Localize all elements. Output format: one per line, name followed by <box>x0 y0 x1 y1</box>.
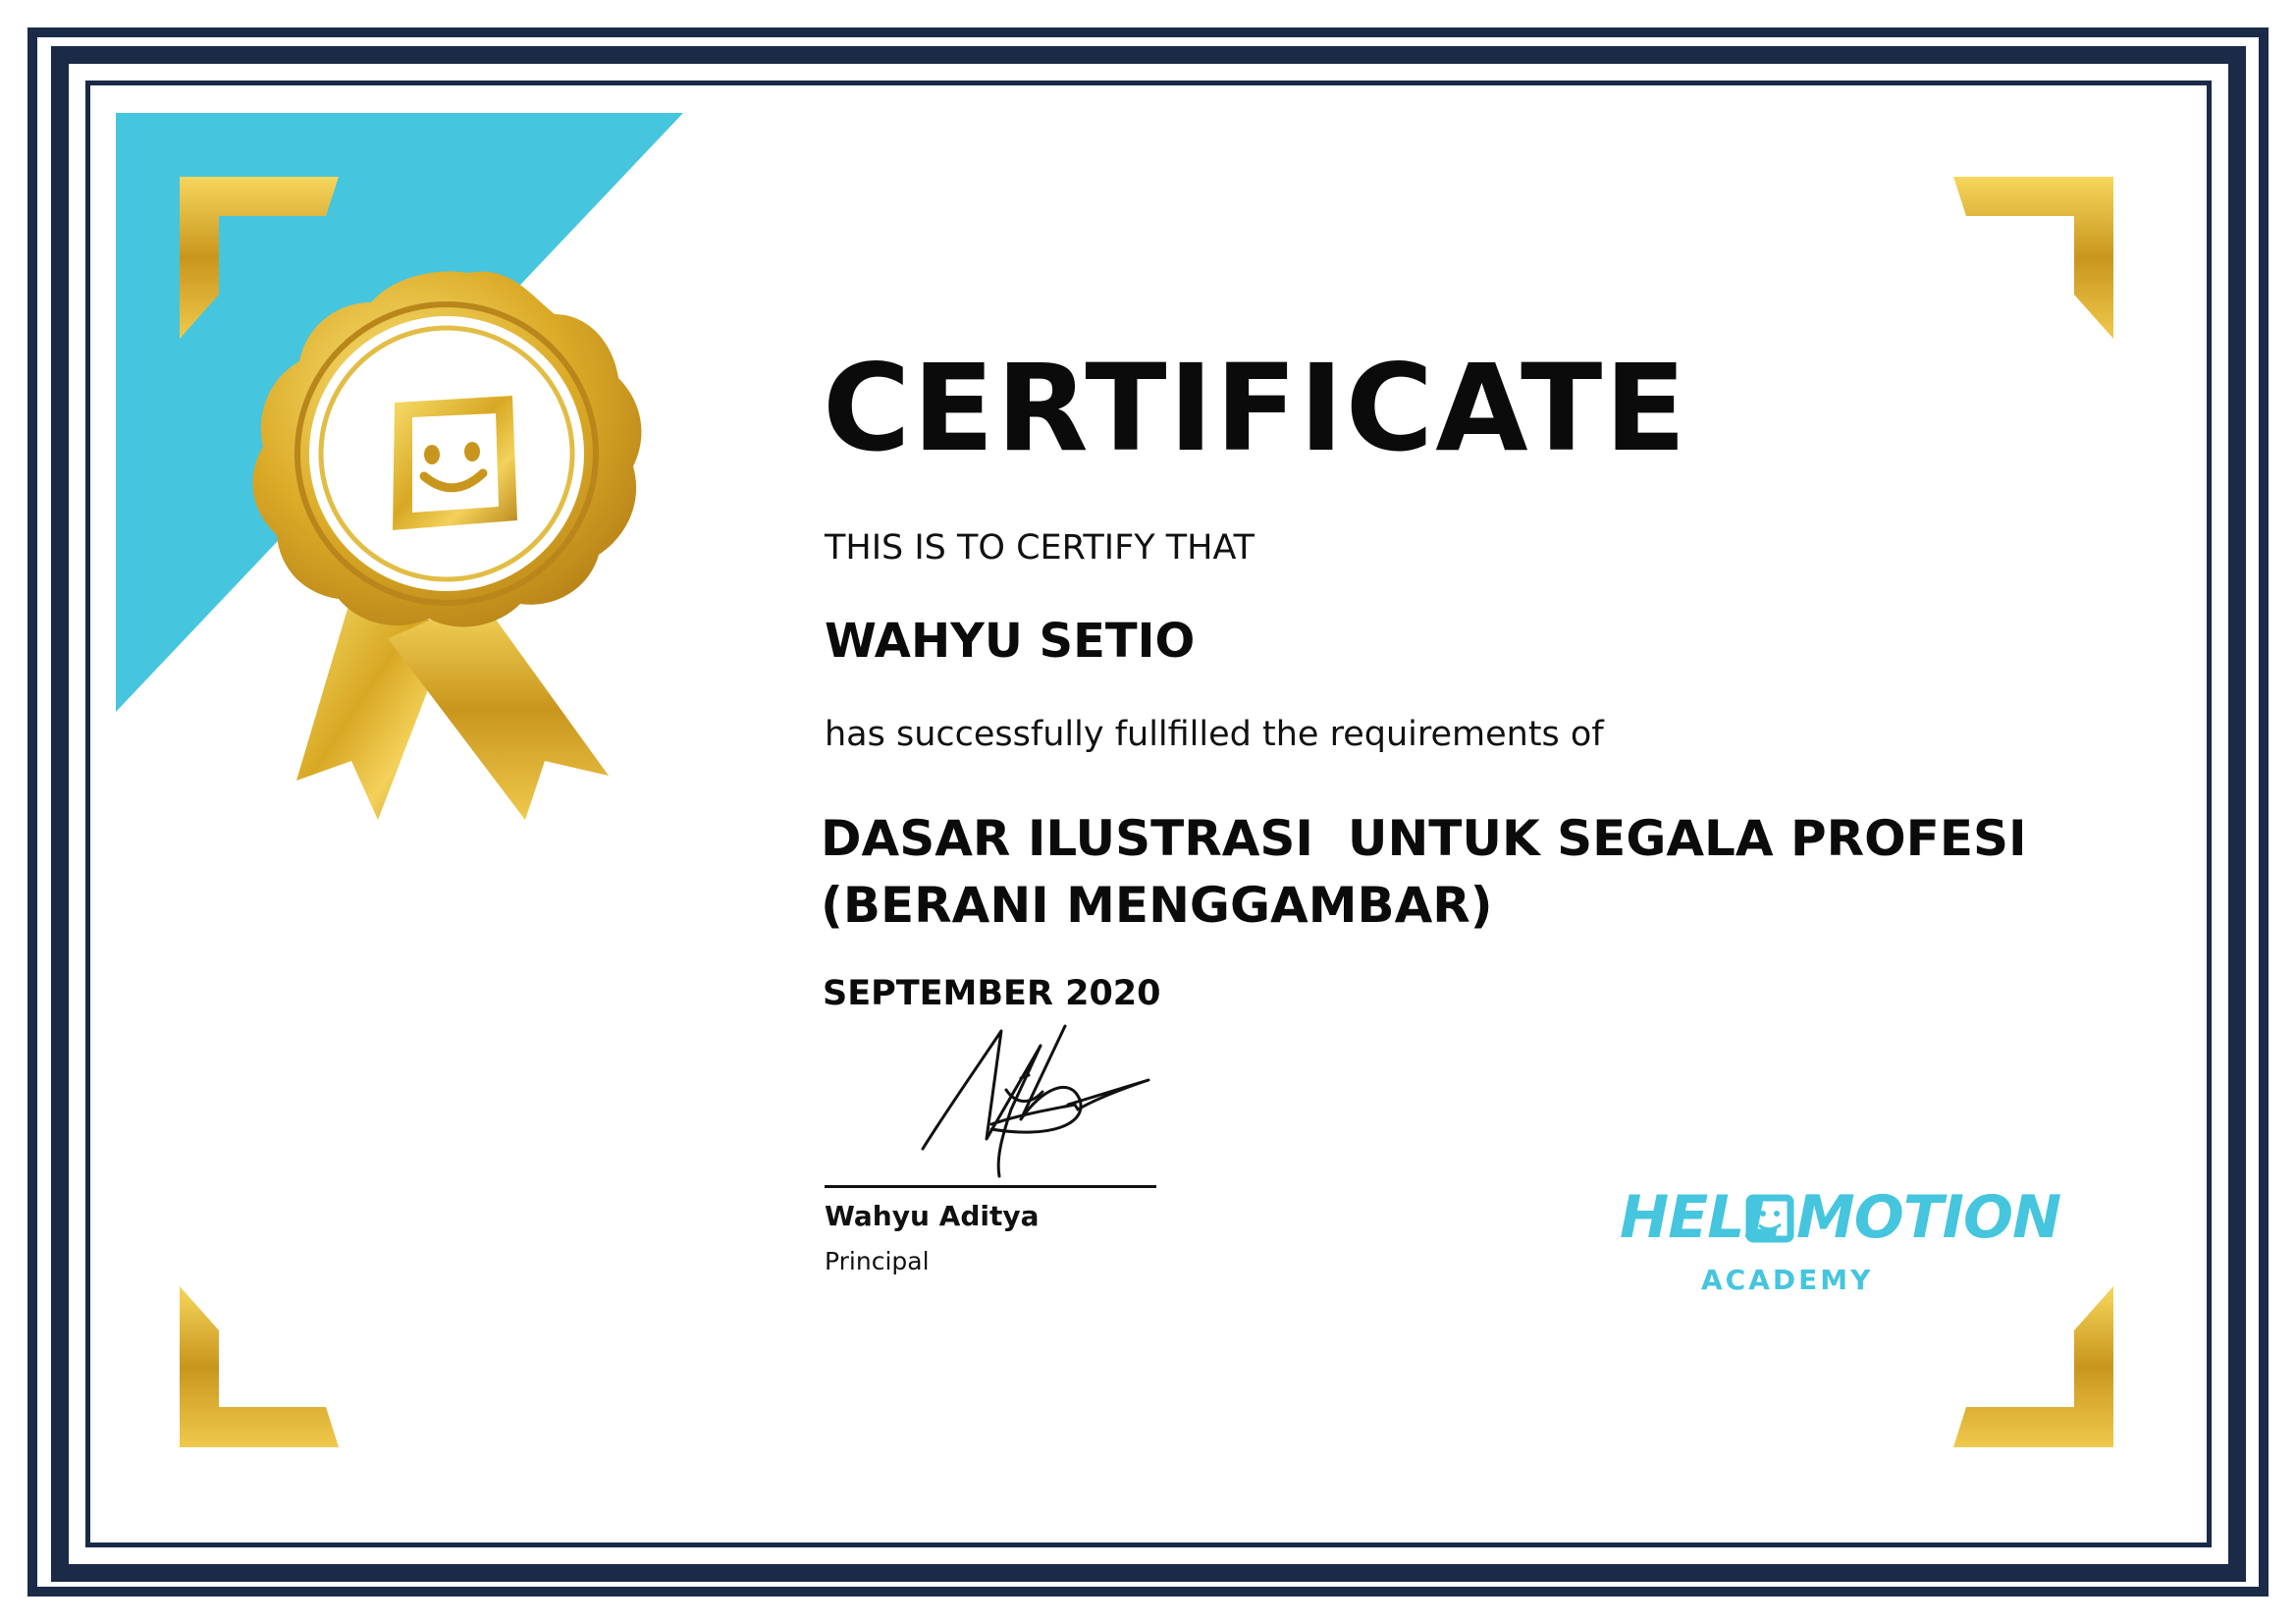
signature-scribble <box>923 1026 1148 1176</box>
certificate-title: CERTIFICATE <box>823 339 1688 478</box>
certify-line: THIS IS TO CERTIFY THAT <box>825 528 1255 568</box>
signer-name: Wahyu Aditya <box>825 1200 1040 1232</box>
logo-wordmark-left: HELL <box>1620 1183 1781 1252</box>
corner-bracket-top-right <box>1953 177 2113 339</box>
course-title: DASAR ILUSTRASI UNTUK SEGALA PROFESI (BERANI MENGGAMBAR) <box>821 810 2027 934</box>
recipient-name: WAHYU SETIO <box>825 614 1196 669</box>
certificate-date: SEPTEMBER 2020 <box>823 974 1161 1013</box>
award-seal-icon <box>252 271 641 820</box>
smiley-box-icon <box>393 396 517 530</box>
logo-wordmark-right: MOTION <box>1796 1183 2061 1252</box>
requirement-line: has successfully fullfilled the requirements of <box>825 715 1604 754</box>
corner-bracket-bottom-left <box>180 1286 339 1447</box>
signer-role: Principal <box>825 1247 930 1275</box>
logo-subtitle: ACADEMY <box>1701 1264 1874 1296</box>
corner-bracket-bottom-right <box>1953 1286 2113 1447</box>
signature-line <box>825 1185 1156 1188</box>
